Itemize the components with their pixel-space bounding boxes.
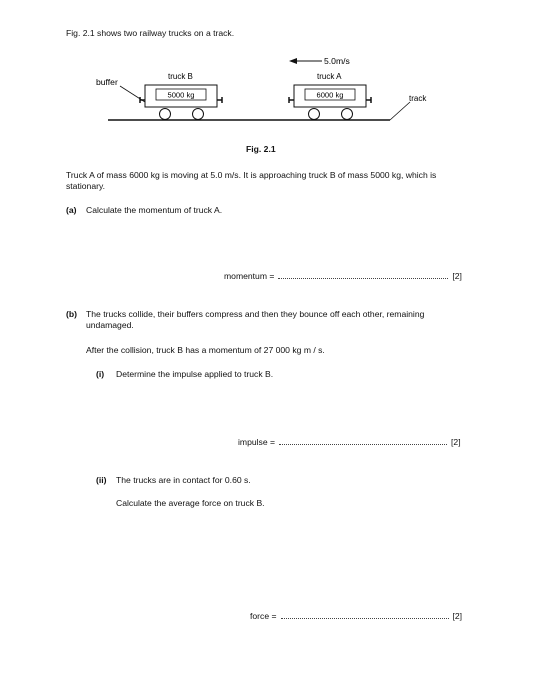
part-b-ii-label: (ii) [96,475,107,485]
railway-trucks-figure [90,52,430,132]
truck-a [289,72,371,120]
truck-b-wheel [160,109,171,120]
truck-a-wheel [309,109,320,120]
stem-line-2: stationary. [66,181,106,191]
part-a-label: (a) [66,205,77,215]
truck-b-name: truck B [168,72,193,81]
part-b-text-line-2: undamaged. [86,320,134,330]
track-label: track [409,94,427,103]
truck-b-mass: 5000 kg [167,90,195,100]
force-label: force = [250,611,277,621]
momentum-label: momentum = [224,271,275,281]
part-b-ii-text-1: The trucks are in contact for 0.60 s. [116,475,251,485]
force-answer-field[interactable] [281,617,449,619]
buffer-label: buffer [96,77,118,87]
truck-a-wheel [342,109,353,120]
truck-b [140,72,222,120]
stem-line-1: Truck A of mass 6000 kg is moving at 5.0 m/s. It is approaching truck B of mass 5000 kg, which is [66,170,437,180]
part-b-i-marks: [2] [451,437,461,447]
force-answer-line [250,611,462,621]
truck-b-wheel [193,109,204,120]
part-b-info: After the collision, truck B has a momentum of 27 000 kg m / s. [86,345,325,355]
part-b-ii-marks: [2] [452,611,463,621]
impulse-answer-field[interactable] [279,443,447,445]
momentum-answer-line [224,271,462,281]
impulse-answer-line [238,437,461,447]
track-leader-line [390,102,410,120]
velocity-label: 5.0m/s [324,56,350,66]
part-a-text: Calculate the momentum of truck A. [86,205,223,215]
part-b-text-line-1: The trucks collide, their buffers compress and then they bounce off each other, remaining [86,309,425,319]
part-a-marks: [2] [452,271,462,281]
truck-a-mass: 6000 kg [316,90,344,100]
intro-text: Fig. 2.1 shows two railway trucks on a track. [66,28,235,38]
momentum-answer-field[interactable] [278,277,448,279]
impulse-label: impulse = [238,437,276,447]
part-b-ii-text-2: Calculate the average force on truck B. [116,498,265,508]
part-b-i-label: (i) [96,369,105,379]
part-b-i-text: Determine the impulse applied to truck B. [116,369,274,379]
truck-a-name: truck A [317,72,342,81]
part-b-label: (b) [66,309,77,319]
velocity-arrow [289,58,322,64]
figure-caption: Fig. 2.1 [246,144,276,154]
